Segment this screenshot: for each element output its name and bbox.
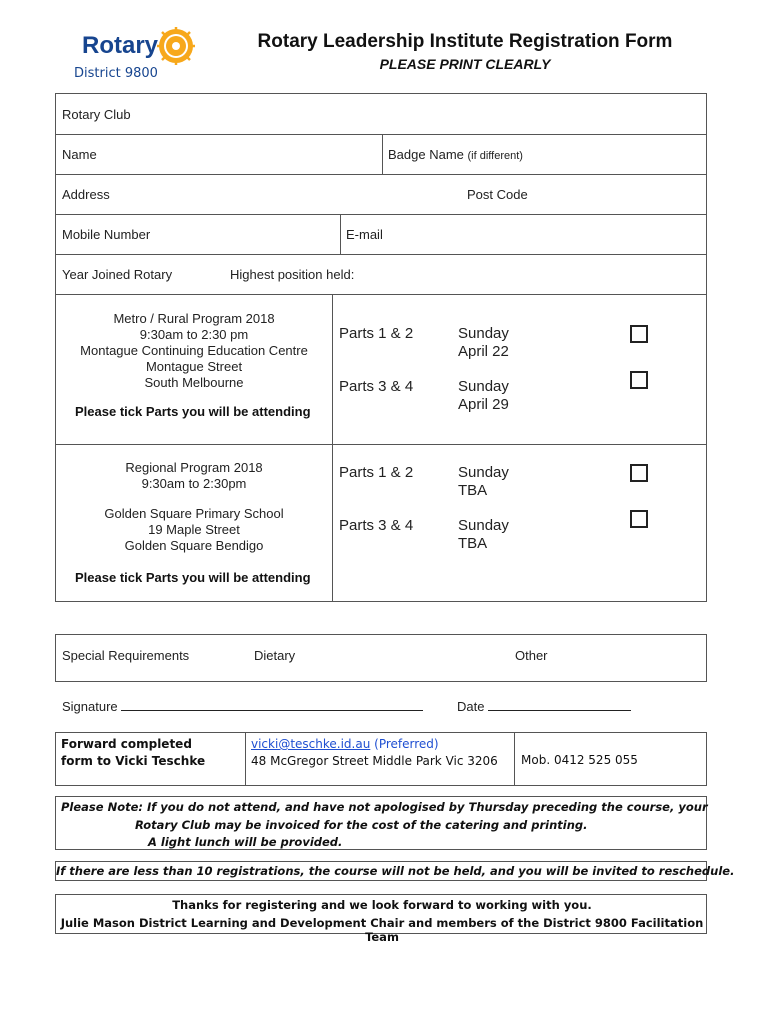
date-line (488, 710, 631, 711)
page-title: Rotary Leadership Institute Registration Form (257, 31, 673, 52)
min-registrations-box (55, 861, 735, 881)
metro-session-2-checkbox[interactable] (630, 371, 648, 389)
badge-name-label: Badge Name (388, 147, 464, 162)
registration-details-box (55, 93, 707, 602)
mobile-number-field[interactable]: Mobile Number (62, 227, 151, 242)
signature-field[interactable]: Signature (62, 699, 423, 714)
forward-contact (251, 736, 498, 770)
program-line: 19 Maple Street (148, 522, 240, 537)
badge-name-note: (if different) (467, 150, 523, 162)
please-note-line: Please Note: If you do not attend, and have not apologised by Thursday preceding the course, your (61, 800, 708, 814)
min-registrations-note: If there are less than 10 registrations, the course will not be held, and you will be invited to reschedule. (56, 864, 735, 878)
dietary-field[interactable]: Dietary (254, 648, 296, 663)
logo-wordmark: Rotary (82, 32, 159, 59)
regional-session-2-part: Parts 3 & 4 (339, 517, 414, 534)
please-note-line: Rotary Club may be invoiced for the cost of the catering and printing. (135, 818, 588, 832)
program-line: 9:30am to 2:30 pm (139, 327, 249, 342)
please-note-line: A light lunch will be provided. (148, 835, 343, 849)
regional-session-1-checkbox[interactable] (630, 464, 648, 482)
signature-line (121, 710, 423, 711)
metro-program-info (56, 311, 332, 391)
forward-email-link[interactable]: vicki@teschke.id.au (251, 737, 371, 751)
metro-session-2-date: Sunday April 29 (458, 378, 509, 413)
special-requirements-box (55, 634, 707, 682)
badge-name-field[interactable] (388, 147, 523, 162)
program-line: Montague Street (145, 359, 243, 374)
year-joined-field[interactable]: Year Joined Rotary (62, 267, 173, 282)
forward-email-note: (Preferred) (374, 737, 439, 751)
forward-box (55, 732, 707, 786)
metro-session-1-part: Parts 1 & 2 (339, 325, 414, 342)
forward-label: Forward completed form to Vicki Teschke (61, 737, 206, 768)
logo-district: District 9800 (74, 66, 158, 81)
thanks-line: Julie Mason District Learning and Development Chair and members of the District 9800 Facilitation Team (60, 916, 704, 944)
program-line: Golden Square Bendigo (124, 538, 264, 553)
name-field[interactable]: Name (62, 147, 97, 162)
special-requirements-label: Special Requirements (62, 648, 190, 663)
other-field[interactable]: Other (515, 648, 548, 663)
regional-session-1-part: Parts 1 & 2 (339, 464, 414, 481)
highest-position-field[interactable]: Highest position held: (230, 267, 355, 282)
page-subtitle: PLEASE PRINT CLEARLY (379, 56, 551, 72)
regional-program-info (56, 460, 332, 554)
forward-address: 48 McGregor Street Middle Park Vic 3206 (251, 754, 498, 768)
email-field[interactable]: E-mail (346, 227, 383, 242)
regional-session-2-date: Sunday TBA (458, 517, 509, 552)
program-line: 9:30am to 2:30pm (141, 476, 247, 491)
program-line: Golden Square Primary School (104, 506, 284, 521)
please-note-box (55, 796, 707, 850)
regional-session-2-checkbox[interactable] (630, 510, 648, 528)
thanks-line: Thanks for registering and we look forward to working with you. (172, 898, 592, 912)
thanks-box (55, 894, 707, 944)
address-field[interactable]: Address (62, 187, 110, 202)
regional-session-1-date: Sunday TBA (458, 464, 509, 499)
forward-phone: Mob. 0412 525 055 (521, 753, 638, 767)
post-code-field[interactable]: Post Code (467, 187, 528, 202)
program-line: Metro / Rural Program 2018 (113, 311, 275, 326)
program-line: Montague Continuing Education Centre (80, 343, 308, 358)
metro-session-1-checkbox[interactable] (630, 325, 648, 343)
rotary-logo (62, 22, 202, 90)
rotary-club-field[interactable]: Rotary Club (62, 107, 131, 122)
program-line: South Melbourne (144, 375, 244, 390)
metro-session-1-date: Sunday April 22 (458, 325, 509, 360)
metro-tick-instruction: Please tick Parts you will be attending (75, 404, 311, 419)
rotary-wheel-icon (156, 26, 196, 66)
program-line: Regional Program 2018 (125, 460, 263, 475)
regional-tick-instruction: Please tick Parts you will be attending (75, 570, 311, 585)
metro-session-2-part: Parts 3 & 4 (339, 378, 414, 395)
date-field[interactable]: Date (457, 699, 631, 714)
